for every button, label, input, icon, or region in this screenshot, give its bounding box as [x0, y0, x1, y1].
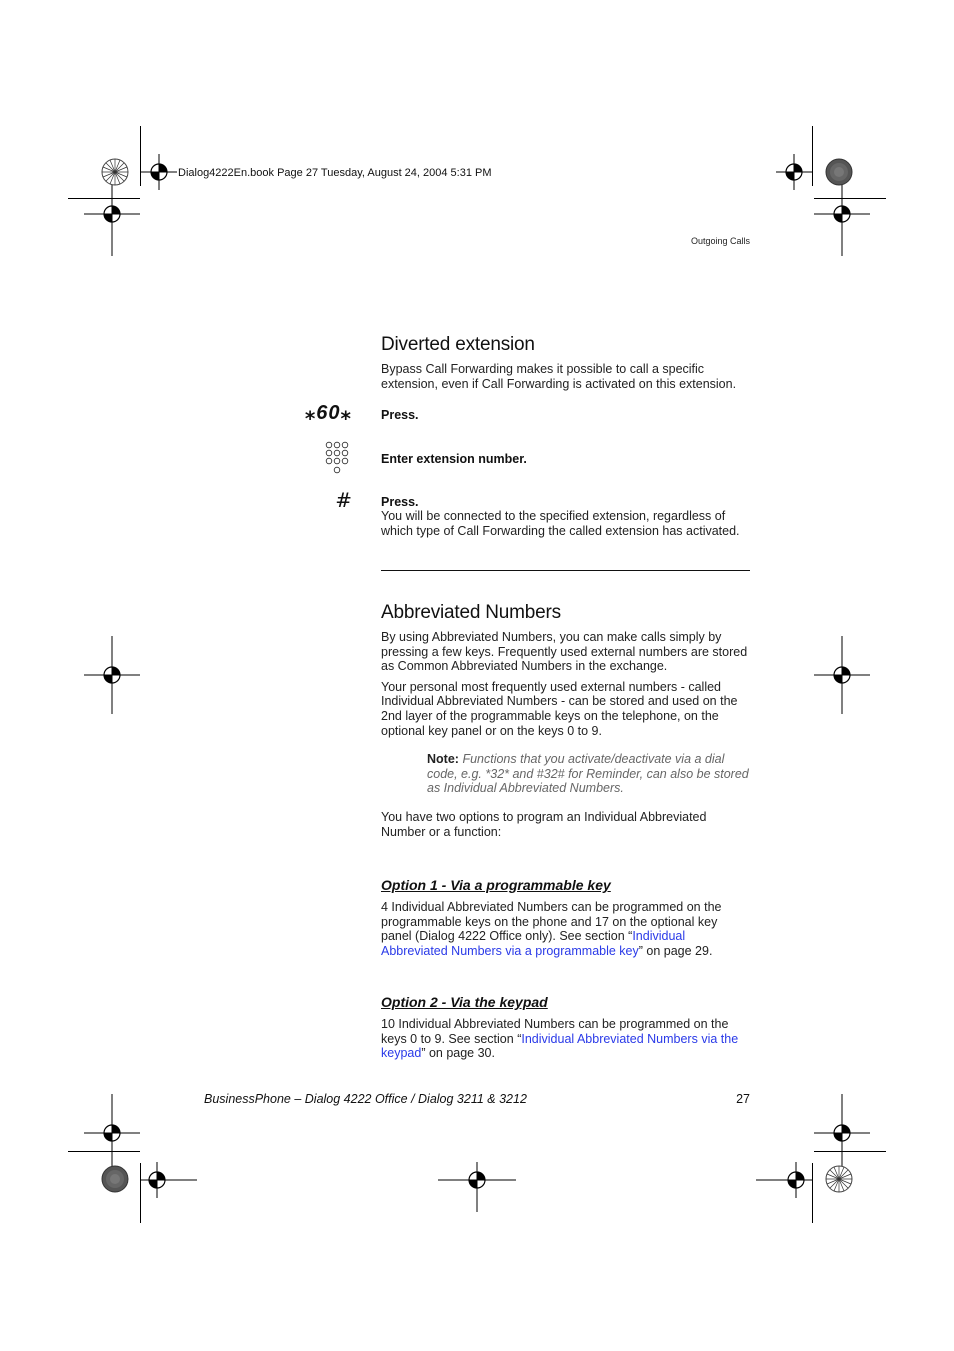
color-wheel-icon	[825, 1165, 853, 1193]
color-wheel-icon	[101, 158, 129, 186]
step-enter-label: Enter extension number.	[381, 452, 527, 466]
paragraph-2: Your personal most frequently used external numbers - called Individual Abbreviated Numbers - can be stored and used on the 2nd layer of the programmable keys on the telephone, on the optional key panel or on the keys 0 to 9.	[381, 679, 738, 738]
diverted-extension-section	[381, 334, 751, 391]
registration-mark-icon	[84, 636, 140, 714]
link-abbrev-keypad[interactable]: Individual Abbreviated Numbers via the keypad	[381, 1031, 739, 1061]
option-2-section	[381, 994, 751, 1061]
section-title: Diverted extension	[381, 334, 535, 355]
option-1-title: Option 1 - Via a programmable key	[381, 877, 611, 893]
abbreviated-numbers-section	[381, 602, 751, 839]
file-info: Dialog4222En.book Page 27 Tuesday, August 24, 2004 5:31 PM	[178, 167, 492, 179]
registration-mark-icon	[814, 176, 870, 256]
option-2-title: Option 2 - Via the keypad	[381, 994, 548, 1010]
section-title: Abbreviated Numbers	[381, 602, 561, 623]
option-1-text-a: 4 Individual Abbreviated Numbers can be programmed on the programmable keys on the phone and 17 on the optional key panel (Dialog 4222 Office only). See section “	[381, 900, 722, 944]
step-press-hash	[381, 495, 751, 538]
option-1-text	[381, 900, 751, 958]
registration-mark-icon	[814, 1094, 870, 1172]
registration-mark-icon	[814, 636, 870, 714]
color-wheel-icon	[101, 1165, 129, 1193]
page-number: 27	[736, 1092, 750, 1106]
option-2-text	[381, 1017, 751, 1061]
paragraph-3: You have two options to program an Individual Abbreviated Number or a function:	[381, 809, 707, 839]
registration-mark-icon	[776, 154, 812, 190]
dial-code-60: ⁎60⁎	[304, 402, 352, 424]
registration-mark-icon	[756, 1162, 812, 1198]
registration-mark-icon	[84, 1094, 140, 1172]
crop-mark-line	[812, 126, 813, 186]
note-label: Note:	[427, 752, 459, 767]
step-press-label: Press.	[381, 408, 419, 422]
note-text: Functions that you activate/deactivate via a dial code, e.g. *32* and #32# for Reminder, can also be stored as Individual Abbreviated Numbers.	[427, 752, 749, 796]
registration-mark-icon	[84, 176, 140, 256]
keypad-icon	[325, 441, 351, 475]
color-wheel-icon	[825, 158, 853, 186]
step-result-text: You will be connected to the specified extension, regardless of which type of Call Forwarding the called extension has activated.	[381, 509, 740, 538]
link-abbrev-programmable-key[interactable]: Individual Abbreviated Numbers via a programmable key	[381, 929, 686, 958]
option-1-text-b: ” on page 29.	[638, 943, 713, 958]
step-press-label: Press.	[381, 495, 419, 509]
option-2-text-a: 10 Individual Abbreviated Numbers can be programmed on the keys 0 to 9. See section “	[381, 1017, 729, 1046]
intro-paragraph: Bypass Call Forwarding makes it possible to call a specific extension, even if Call Forwarding is activated on this extension.	[381, 362, 737, 391]
hash-key-icon: #	[335, 488, 352, 512]
registration-mark-icon	[438, 1162, 516, 1212]
section-divider	[381, 570, 750, 571]
registration-mark-icon	[141, 1162, 197, 1198]
option-1-section	[381, 877, 751, 958]
paragraph-1: By using Abbreviated Numbers, you can make calls simply by pressing a few keys. Frequently used external numbers are stored as Common Abbreviated Numbers in the exchange.	[381, 630, 748, 674]
footer-title: BusinessPhone – Dialog 4222 Office / Dialog 3211 & 3212	[204, 1092, 527, 1106]
registration-mark-icon	[141, 154, 177, 190]
running-header: Outgoing Calls	[690, 236, 750, 246]
option-2-text-b: ” on page 30.	[421, 1046, 495, 1061]
note-box	[427, 752, 751, 796]
crop-mark-line	[812, 1163, 813, 1223]
